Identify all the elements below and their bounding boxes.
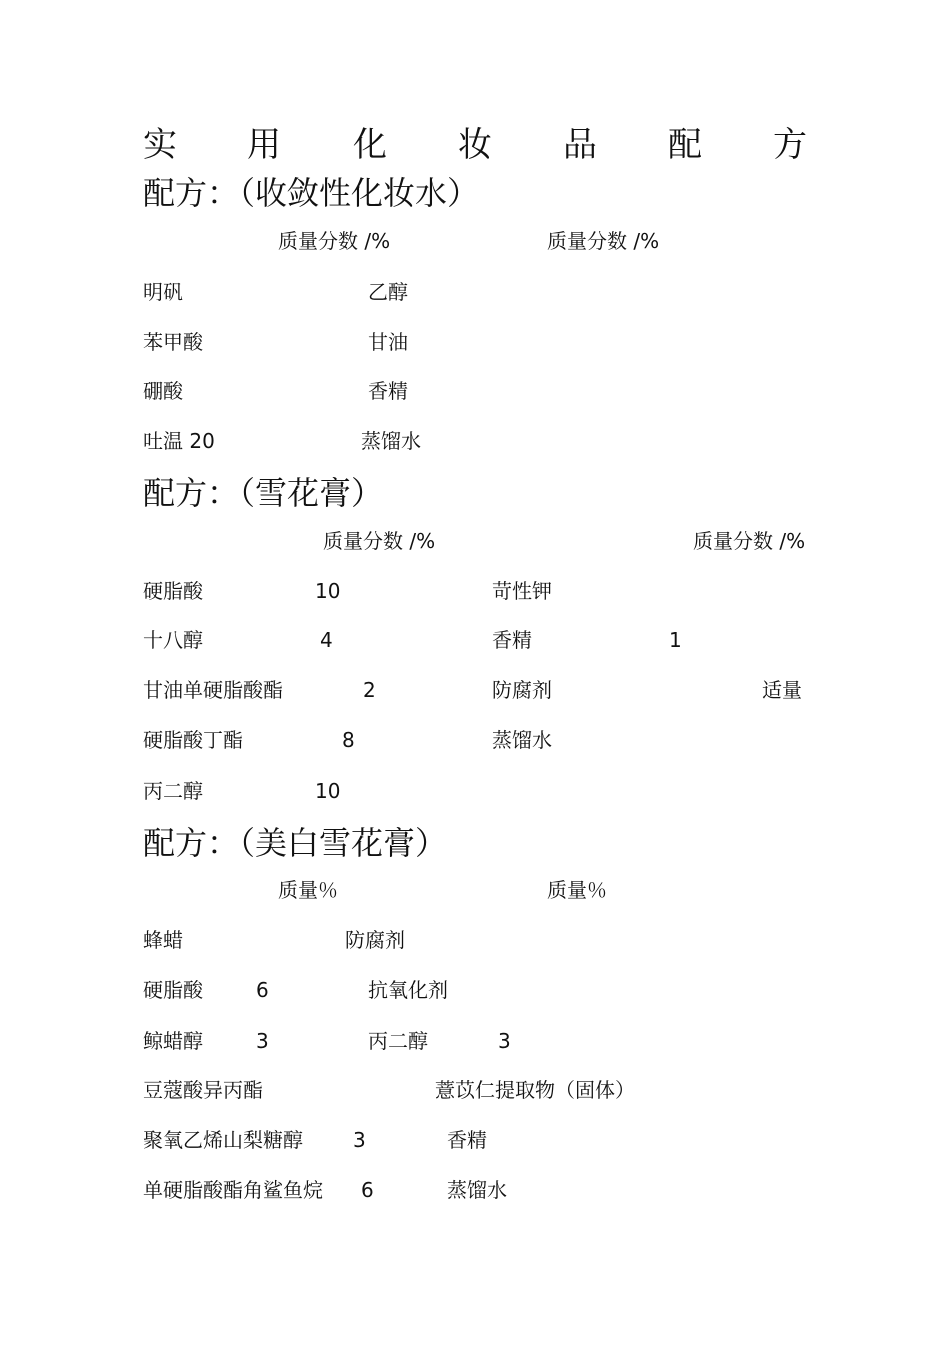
title-char: 品 [563,125,597,165]
ingredient-name: 蜂蜡 [143,928,183,952]
title-char: 方 [773,125,807,165]
ingredient-name: 甘油 [368,330,408,354]
ingredient-amount: 3 [353,1128,366,1152]
ingredient-name: 蒸馏水 [492,728,552,752]
ingredient-name: 防腐剂 [492,678,552,702]
ingredient-amount: 2 [363,678,376,702]
ingredient-name: 硬脂酸 [143,978,203,1002]
ingredient-amount: 6 [361,1178,374,1202]
column-header: 质量分数 /% [323,529,436,553]
ingredient-name: 香精 [447,1128,487,1152]
ingredient-name: 单硬脂酸酯角鲨鱼烷 [143,1178,323,1202]
ingredient-name: 苛性钾 [492,579,552,603]
ingredient-name: 硬脂酸丁酯 [143,728,243,752]
ingredient-name: 薏苡仁提取物（固体） [435,1078,635,1102]
title-char: 化 [353,125,387,165]
column-header: 质量％ [547,878,607,902]
ingredient-amount: 3 [256,1029,269,1053]
ingredient-name: 明矾 [143,280,183,304]
ingredient-amount: 10 [315,779,341,803]
ingredient-amount: 6 [256,978,269,1002]
ingredient-name: 蒸馏水 [361,429,421,453]
ingredient-name: 蒸馏水 [447,1178,507,1202]
title-char: 实 [143,125,177,165]
section-heading: 配方：（收敛性化妆水） [143,174,480,212]
ingredient-name: 鲸蜡醇 [143,1029,203,1053]
ingredient-amount: 8 [342,728,355,752]
ingredient-name: 硬脂酸 [143,579,203,603]
column-header: 质量％ [278,878,338,902]
ingredient-name: 乙醇 [368,280,408,304]
ingredient-name: 抗氧化剂 [368,978,448,1002]
ingredient-name: 豆蔻酸异丙酯 [143,1078,263,1102]
column-header: 质量分数 /% [693,529,806,553]
ingredient-name: 吐温 20 [143,429,215,453]
ingredient-amount: 10 [315,579,341,603]
column-header: 质量分数 /% [547,229,660,253]
title-char: 用 [247,125,281,165]
ingredient-amount: 3 [498,1029,511,1053]
title-char: 妆 [458,125,492,165]
column-header: 质量分数 /% [278,229,391,253]
ingredient-name: 香精 [492,628,532,652]
ingredient-name: 聚氧乙烯山梨糖醇 [143,1128,303,1152]
ingredient-name: 十八醇 [143,628,203,652]
ingredient-amount: 适量 [762,678,802,702]
ingredient-amount: 4 [320,628,333,652]
section-heading: 配方：（雪花膏） [143,474,384,512]
ingredient-name: 丙二醇 [143,779,203,803]
title-char: 配 [668,125,702,165]
ingredient-name: 香精 [368,379,408,403]
ingredient-name: 甘油单硬脂酸酯 [143,678,283,702]
ingredient-name: 防腐剂 [345,928,405,952]
ingredient-name: 苯甲酸 [143,330,203,354]
ingredient-amount: 1 [669,628,682,652]
ingredient-name: 硼酸 [143,379,183,403]
section-heading: 配方：（美白雪花膏） [143,824,448,862]
ingredient-name: 丙二醇 [368,1029,428,1053]
